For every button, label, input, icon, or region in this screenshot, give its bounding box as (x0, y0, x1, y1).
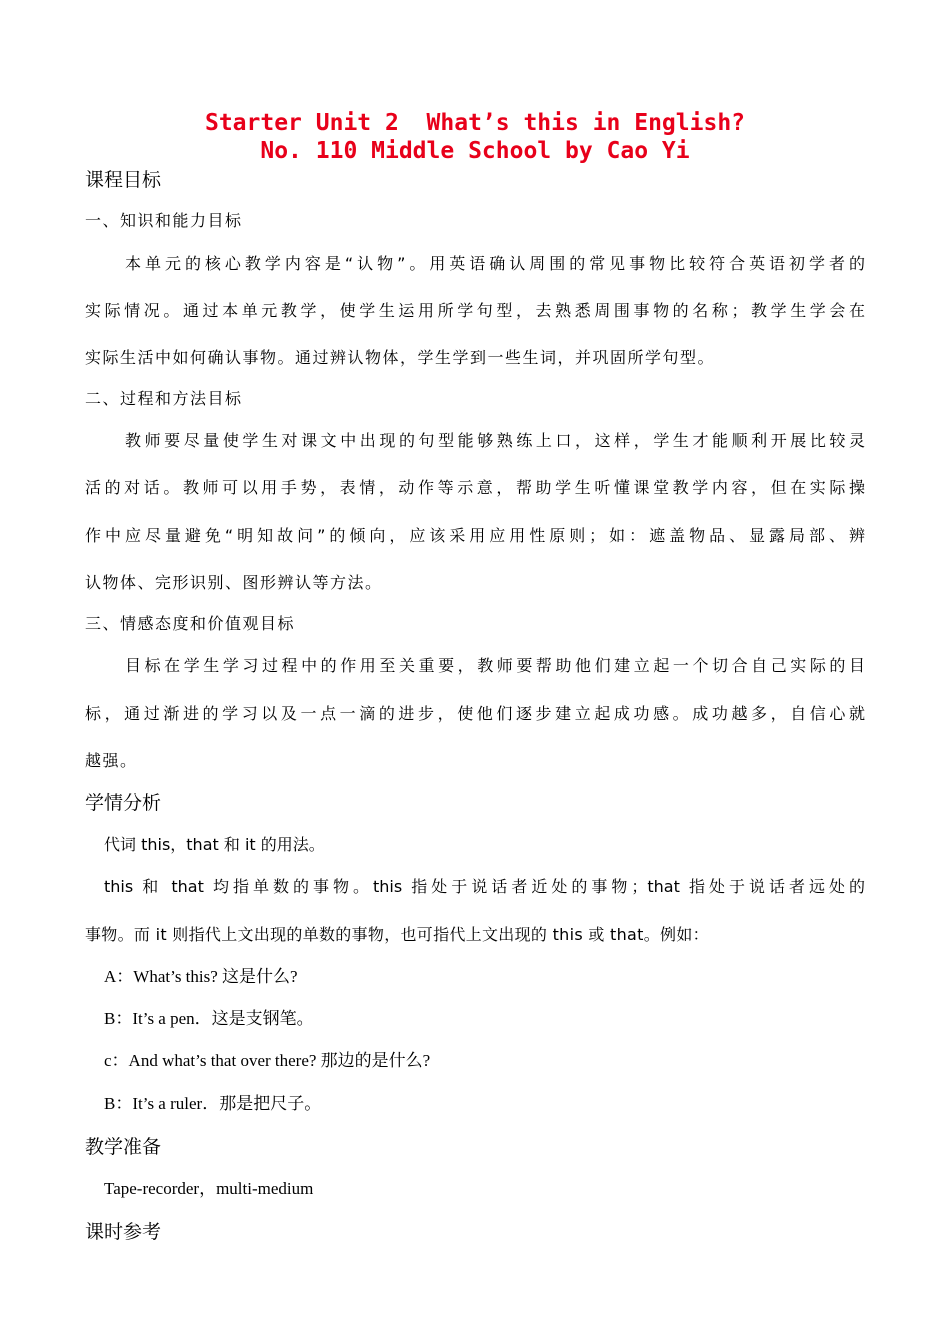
dialogue-line: A：What’s this? 这是什么? (104, 967, 298, 986)
paragraph-line: 实际情况。通过本单元教学，使学生运用所学句型，去熟悉周围事物的名称；教学生学会在 (85, 301, 865, 320)
document-subtitle: No. 110 Middle School by Cao Yi (260, 138, 690, 164)
subheading-process-method: 二、过程和方法目标 (85, 389, 243, 408)
dialogue-line: c：And what’s that over there? 那边的是什么? (104, 1051, 431, 1070)
paragraph-line: 本单元的核心教学内容是“认物”。用英语确认周围的常见事物比较符合英语初学者的 (125, 254, 865, 273)
paragraph-line: this 和 that 均指单数的事物。this 指处于说话者近处的事物；that 指处于说话者远处的 (104, 877, 865, 896)
subheading-knowledge-ability: 一、知识和能力目标 (85, 211, 243, 230)
paragraph-line: 实际生活中如何确认事物。通过辨认物体，学生学到一些生词，并巩固所学句型。 (85, 348, 716, 367)
subheading-emotion-values: 三、情感态度和价值观目标 (85, 614, 296, 633)
paragraph-line: 活的对话。教师可以用手势，表情，动作等示意，帮助学生听懂课堂教学内容，但在实际操 (85, 478, 865, 497)
section-heading-analysis: 学情分析 (85, 792, 162, 814)
section-heading-preparation: 教学准备 (85, 1136, 162, 1158)
paragraph-line: 教师要尽量使学生对课文中出现的句型能够熟练上口，这样，学生才能顺利开展比较灵 (125, 431, 865, 450)
section-heading-goals: 课程目标 (85, 169, 162, 191)
dialogue-line: B：It’s a ruler．那是把尺子。 (104, 1094, 322, 1113)
preparation-text: Tape-recorder，multi-medium (104, 1179, 314, 1198)
section-heading-lesson-reference: 课时参考 (85, 1221, 162, 1243)
paragraph-line: 事物。而 it 则指代上文出现的单数的事物，也可指代上文出现的 this 或 that。例如： (85, 925, 709, 944)
dialogue-line: B：It’s a pen．这是支钢笔。 (104, 1009, 314, 1028)
paragraph-line: 目标在学生学习过程中的作用至关重要，教师要帮助他们建立起一个切合自己实际的目 (125, 656, 865, 675)
analysis-intro: 代词 this，that 和 it 的用法。 (104, 835, 325, 854)
document-title: Starter Unit 2 What’s this in English? (204, 110, 746, 136)
paragraph-line: 作中应尽量避免“明知故问”的倾向，应该采用应用性原则；如：遮盖物品、显露局部、辨 (85, 526, 865, 545)
paragraph-line: 认物体、完形识别、图形辨认等方法。 (85, 573, 383, 592)
paragraph-line: 越强。 (85, 751, 138, 770)
paragraph-line: 标，通过渐进的学习以及一点一滴的进步，使他们逐步建立起成功感。成功越多，自信心就 (85, 704, 865, 723)
